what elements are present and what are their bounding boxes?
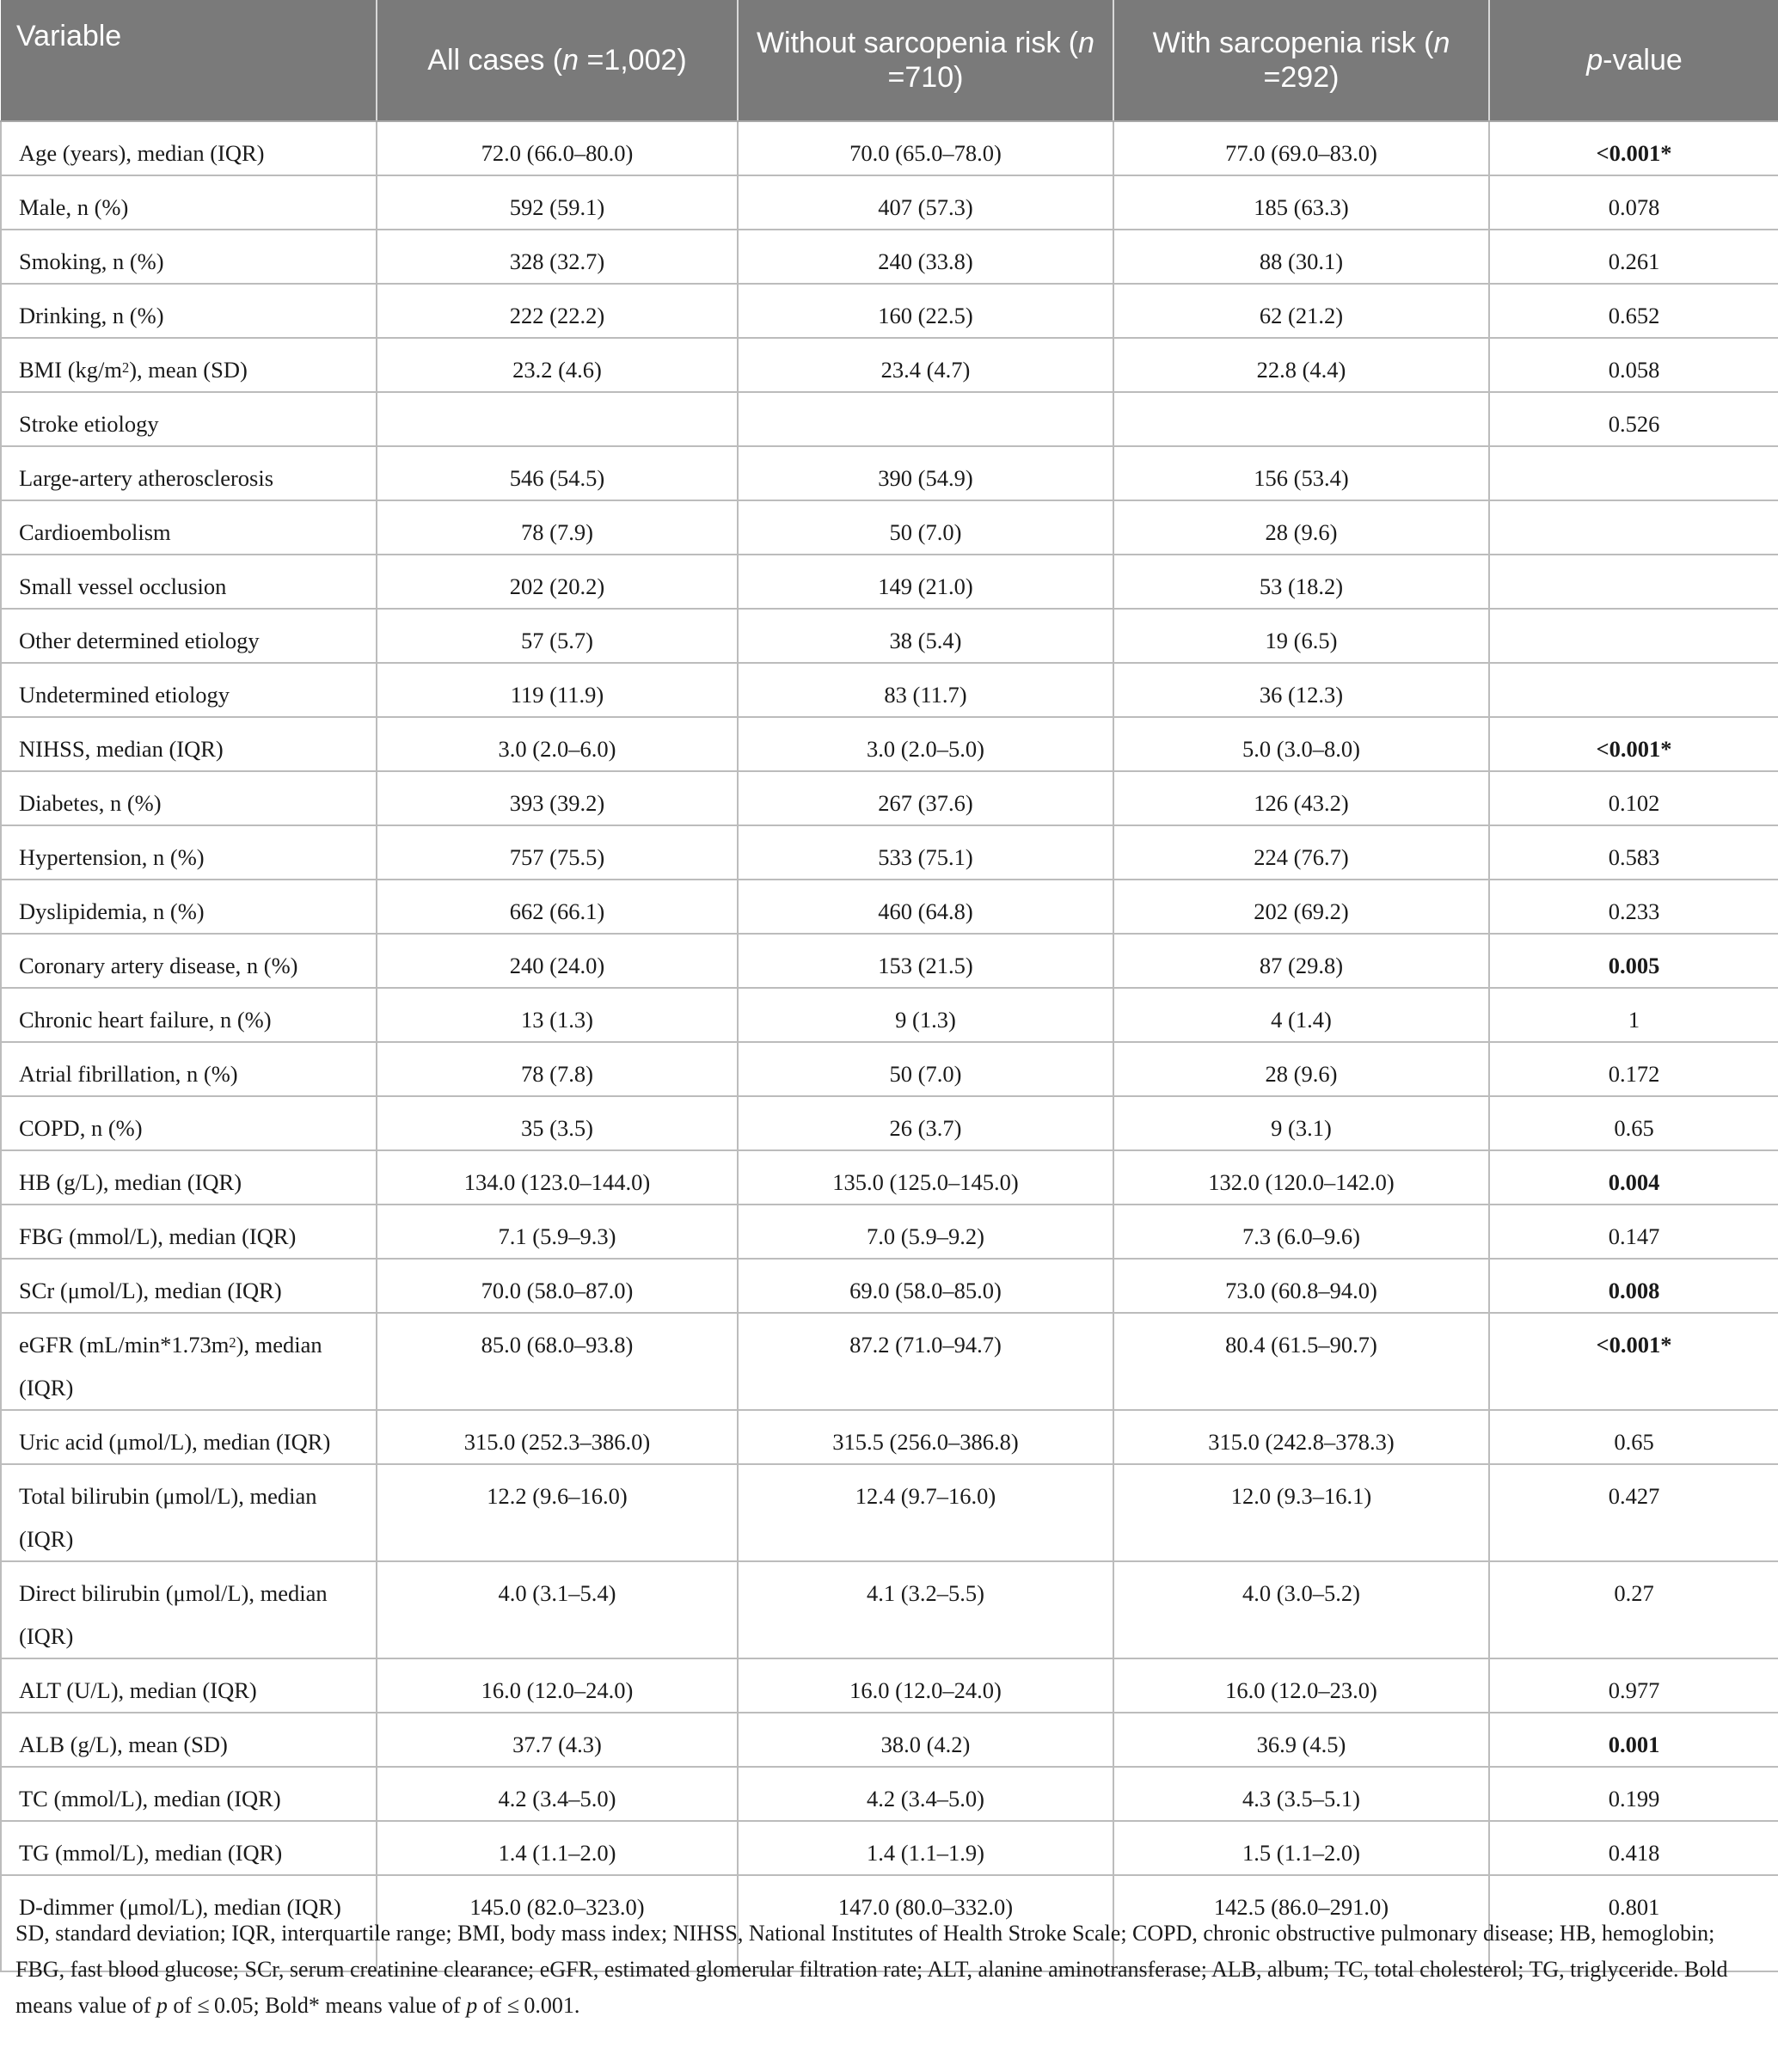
cell-p-value [1489, 555, 1778, 609]
cell-p-value: 0.65 [1489, 1096, 1778, 1150]
table-body [1, 121, 1778, 1971]
cell-all-cases: 662 (66.1) [377, 880, 738, 934]
cell-with-risk: 142.5 (86.0–291.0) [1113, 1875, 1489, 1971]
cell-all-cases: 35 (3.5) [377, 1096, 738, 1150]
cell-without-risk: 50 (7.0) [738, 1042, 1113, 1096]
cell-without-risk: 390 (54.9) [738, 446, 1113, 500]
cell-variable: Hypertension, n (%) [1, 825, 377, 880]
cell-all-cases: 393 (39.2) [377, 771, 738, 825]
cell-without-risk: 160 (22.5) [738, 284, 1113, 338]
cell-variable: Diabetes, n (%) [1, 771, 377, 825]
cell-without-risk: 38 (5.4) [738, 609, 1113, 663]
cell-all-cases: 134.0 (123.0–144.0) [377, 1150, 738, 1205]
cell-variable: Other determined etiology [1, 609, 377, 663]
cell-variable: COPD, n (%) [1, 1096, 377, 1150]
cell-p-value: <0.001* [1489, 121, 1778, 175]
cell-without-risk: 4.2 (3.4–5.0) [738, 1767, 1113, 1821]
table-row [1, 1096, 1778, 1150]
cell-variable: FBG (mmol/L), median (IQR) [1, 1205, 377, 1259]
cell-all-cases: 592 (59.1) [377, 175, 738, 230]
table-row [1, 121, 1778, 175]
cell-all-cases: 85.0 (68.0–93.8) [377, 1313, 738, 1410]
cell-p-value [1489, 609, 1778, 663]
table-row [1, 1713, 1778, 1767]
cell-with-risk: 28 (9.6) [1113, 500, 1489, 555]
cell-variable: Smoking, n (%) [1, 230, 377, 284]
cell-p-value: <0.001* [1489, 717, 1778, 771]
cell-without-risk: 16.0 (12.0–24.0) [738, 1658, 1113, 1713]
cell-all-cases: 13 (1.3) [377, 988, 738, 1042]
table-row [1, 663, 1778, 717]
cell-all-cases: 37.7 (4.3) [377, 1713, 738, 1767]
cell-without-risk: 1.4 (1.1–1.9) [738, 1821, 1113, 1875]
cell-with-risk: 12.0 (9.3–16.1) [1113, 1464, 1489, 1561]
cell-all-cases: 145.0 (82.0–323.0) [377, 1875, 738, 1971]
cell-with-risk: 7.3 (6.0–9.6) [1113, 1205, 1489, 1259]
cell-variable: D-dimmer (μmol/L), median (IQR) [1, 1875, 377, 1971]
cell-with-risk: 36.9 (4.5) [1113, 1713, 1489, 1767]
cell-without-risk: 149 (21.0) [738, 555, 1113, 609]
cell-variable: Small vessel occlusion [1, 555, 377, 609]
table-row [1, 771, 1778, 825]
cell-all-cases: 16.0 (12.0–24.0) [377, 1658, 738, 1713]
cell-p-value: 0.199 [1489, 1767, 1778, 1821]
cell-with-risk: 53 (18.2) [1113, 555, 1489, 609]
cell-without-risk: 460 (64.8) [738, 880, 1113, 934]
table-row [1, 175, 1778, 230]
cell-variable: Stroke etiology [1, 392, 377, 446]
cell-all-cases: 4.2 (3.4–5.0) [377, 1767, 738, 1821]
cell-all-cases: 23.2 (4.6) [377, 338, 738, 392]
cell-variable: Undetermined etiology [1, 663, 377, 717]
cell-p-value: 0.102 [1489, 771, 1778, 825]
cell-with-risk: 4 (1.4) [1113, 988, 1489, 1042]
cell-without-risk: 12.4 (9.7–16.0) [738, 1464, 1113, 1561]
cell-variable: Drinking, n (%) [1, 284, 377, 338]
cell-variable: HB (g/L), median (IQR) [1, 1150, 377, 1205]
cell-p-value: 0.004 [1489, 1150, 1778, 1205]
cell-with-risk: 87 (29.8) [1113, 934, 1489, 988]
cell-with-risk: 126 (43.2) [1113, 771, 1489, 825]
cell-all-cases: 119 (11.9) [377, 663, 738, 717]
table-row [1, 1150, 1778, 1205]
cell-variable: Atrial fibrillation, n (%) [1, 1042, 377, 1096]
cell-variable: Direct bilirubin (μmol/L), median (IQR) [1, 1561, 377, 1658]
cell-all-cases: 3.0 (2.0–6.0) [377, 717, 738, 771]
cell-with-risk: 4.3 (3.5–5.1) [1113, 1767, 1489, 1821]
cell-with-risk: 224 (76.7) [1113, 825, 1489, 880]
cell-with-risk: 88 (30.1) [1113, 230, 1489, 284]
cell-with-risk: 16.0 (12.0–23.0) [1113, 1658, 1489, 1713]
cell-all-cases: 202 (20.2) [377, 555, 738, 609]
table-row [1, 1767, 1778, 1821]
cell-all-cases: 72.0 (66.0–80.0) [377, 121, 738, 175]
table-row [1, 880, 1778, 934]
cell-without-risk: 69.0 (58.0–85.0) [738, 1259, 1113, 1313]
cell-without-risk: 70.0 (65.0–78.0) [738, 121, 1113, 175]
table-row [1, 1561, 1778, 1658]
cell-p-value: 0.583 [1489, 825, 1778, 880]
cell-with-risk: 62 (21.2) [1113, 284, 1489, 338]
cell-variable: Male, n (%) [1, 175, 377, 230]
cell-without-risk [738, 392, 1113, 446]
cell-p-value: 0.977 [1489, 1658, 1778, 1713]
cell-p-value: 1 [1489, 988, 1778, 1042]
table-row [1, 988, 1778, 1042]
table-row [1, 1259, 1778, 1313]
table-footnote: SD, standard deviation; IQR, interquartile range; BMI, body mass index; NIHSS, National Institutes of Health Stroke Scale; COPD, chronic obstructive pulmonary disease; HB, hemoglobin; FBG, fast blood glucose; SCr, serum creatinine clearance; eGFR, estimated glomerular filtration rate; ALT, alanine aminotransferase; ALB, album; TC, total cholesterol; TG, triglyceride. Bold means value of p of ≤ 0.05; Bold* means value of p of ≤ 0.001. [15, 1921, 1728, 2018]
cell-variable: TG (mmol/L), median (IQR) [1, 1821, 377, 1875]
cell-without-risk: 7.0 (5.9–9.2) [738, 1205, 1113, 1259]
cell-p-value [1489, 446, 1778, 500]
table-row [1, 1313, 1778, 1410]
cell-all-cases: 57 (5.7) [377, 609, 738, 663]
cell-without-risk: 3.0 (2.0–5.0) [738, 717, 1113, 771]
cell-all-cases: 4.0 (3.1–5.4) [377, 1561, 738, 1658]
cell-variable: Uric acid (μmol/L), median (IQR) [1, 1410, 377, 1464]
cell-p-value: 0.526 [1489, 392, 1778, 446]
cell-without-risk: 147.0 (80.0–332.0) [738, 1875, 1113, 1971]
table-header-row [1, 0, 1778, 121]
cell-with-risk: 22.8 (4.4) [1113, 338, 1489, 392]
cell-all-cases: 757 (75.5) [377, 825, 738, 880]
cell-all-cases: 328 (32.7) [377, 230, 738, 284]
cell-p-value: <0.001* [1489, 1313, 1778, 1410]
cell-all-cases: 1.4 (1.1–2.0) [377, 1821, 738, 1875]
cell-with-risk [1113, 392, 1489, 446]
cell-p-value: 0.418 [1489, 1821, 1778, 1875]
cell-variable: ALB (g/L), mean (SD) [1, 1713, 377, 1767]
table-row [1, 338, 1778, 392]
cell-all-cases: 78 (7.8) [377, 1042, 738, 1096]
cell-without-risk: 240 (33.8) [738, 230, 1113, 284]
cell-with-risk: 73.0 (60.8–94.0) [1113, 1259, 1489, 1313]
cell-without-risk: 407 (57.3) [738, 175, 1113, 230]
cell-variable: TC (mmol/L), median (IQR) [1, 1767, 377, 1821]
cell-p-value: 0.008 [1489, 1259, 1778, 1313]
cell-variable: Total bilirubin (μmol/L), median (IQR) [1, 1464, 377, 1561]
cell-without-risk: 267 (37.6) [738, 771, 1113, 825]
cell-variable: Coronary artery disease, n (%) [1, 934, 377, 988]
cell-with-risk: 156 (53.4) [1113, 446, 1489, 500]
cell-all-cases: 315.0 (252.3–386.0) [377, 1410, 738, 1464]
table-row [1, 1821, 1778, 1875]
cell-p-value: 0.65 [1489, 1410, 1778, 1464]
cell-p-value: 0.801 [1489, 1875, 1778, 1971]
cell-p-value: 0.058 [1489, 338, 1778, 392]
table-row [1, 1205, 1778, 1259]
cell-all-cases: 240 (24.0) [377, 934, 738, 988]
cell-with-risk: 19 (6.5) [1113, 609, 1489, 663]
header-p-value: p-value [1489, 0, 1778, 121]
table-row [1, 1410, 1778, 1464]
header-all-cases: All cases (n =1,002) [377, 0, 738, 121]
cell-p-value: 0.078 [1489, 175, 1778, 230]
cell-without-risk: 4.1 (3.2–5.5) [738, 1561, 1113, 1658]
cell-with-risk: 4.0 (3.0–5.2) [1113, 1561, 1489, 1658]
cell-with-risk: 9 (3.1) [1113, 1096, 1489, 1150]
cell-without-risk: 9 (1.3) [738, 988, 1113, 1042]
cell-with-risk: 202 (69.2) [1113, 880, 1489, 934]
cell-with-risk: 36 (12.3) [1113, 663, 1489, 717]
cell-with-risk: 80.4 (61.5–90.7) [1113, 1313, 1489, 1410]
table-row [1, 1658, 1778, 1713]
cell-variable: eGFR $(mL/\min*1.73m^2)$, median (IQR) [1, 1313, 377, 1410]
table-row [1, 230, 1778, 284]
cell-variable: Cardioembolism [1, 500, 377, 555]
cell-variable: NIHSS, median (IQR) [1, 717, 377, 771]
table-row [1, 500, 1778, 555]
cell-all-cases: 546 (54.5) [377, 446, 738, 500]
cell-with-risk: 5.0 (3.0–8.0) [1113, 717, 1489, 771]
cell-without-risk: 533 (75.1) [738, 825, 1113, 880]
cell-p-value: 0.27 [1489, 1561, 1778, 1658]
cell-p-value: 0.233 [1489, 880, 1778, 934]
table-row [1, 1042, 1778, 1096]
cell-without-risk: 23.4 (4.7) [738, 338, 1113, 392]
cell-all-cases: 222 (22.2) [377, 284, 738, 338]
cell-all-cases: 78 (7.9) [377, 500, 738, 555]
cell-without-risk: 83 (11.7) [738, 663, 1113, 717]
cell-p-value [1489, 663, 1778, 717]
cell-variable: BMI $(kg/m^2)$, mean (SD) [1, 338, 377, 392]
header-variable: Variable [1, 0, 377, 121]
table-row [1, 555, 1778, 609]
cell-all-cases: 12.2 (9.6–16.0) [377, 1464, 738, 1561]
cell-variable: ALT (U/L), median (IQR) [1, 1658, 377, 1713]
cell-all-cases [377, 392, 738, 446]
cell-all-cases: 70.0 (58.0–87.0) [377, 1259, 738, 1313]
cell-without-risk: 153 (21.5) [738, 934, 1113, 988]
cell-p-value: 0.427 [1489, 1464, 1778, 1561]
cell-without-risk: 50 (7.0) [738, 500, 1113, 555]
cell-with-risk: 28 (9.6) [1113, 1042, 1489, 1096]
cell-without-risk: 315.5 (256.0–386.8) [738, 1410, 1113, 1464]
cell-without-risk: 38.0 (4.2) [738, 1713, 1113, 1767]
cell-p-value: 0.005 [1489, 934, 1778, 988]
table-row [1, 717, 1778, 771]
table-row [1, 934, 1778, 988]
cell-all-cases: 7.1 (5.9–9.3) [377, 1205, 738, 1259]
cell-variable: Dyslipidemia, n (%) [1, 880, 377, 934]
cell-p-value: 0.652 [1489, 284, 1778, 338]
header-without-risk: Without sarcopenia risk (n =710) [738, 0, 1113, 121]
table-row [1, 446, 1778, 500]
header-with-risk: With sarcopenia risk (n =292) [1113, 0, 1489, 121]
cell-with-risk: 1.5 (1.1–2.0) [1113, 1821, 1489, 1875]
cell-without-risk: 26 (3.7) [738, 1096, 1113, 1150]
cell-variable: SCr (μmol/L), median (IQR) [1, 1259, 377, 1313]
cell-p-value: 0.001 [1489, 1713, 1778, 1767]
cell-p-value: 0.172 [1489, 1042, 1778, 1096]
table-row [1, 825, 1778, 880]
table-row [1, 609, 1778, 663]
cell-variable: Age (years), median (IQR) [1, 121, 377, 175]
cell-with-risk: 77.0 (69.0–83.0) [1113, 121, 1489, 175]
cell-variable: Large-artery atherosclerosis [1, 446, 377, 500]
cell-variable: Chronic heart failure, n (%) [1, 988, 377, 1042]
table-row [1, 284, 1778, 338]
cell-with-risk: 132.0 (120.0–142.0) [1113, 1150, 1489, 1205]
cell-without-risk: 135.0 (125.0–145.0) [738, 1150, 1113, 1205]
cell-p-value: 0.147 [1489, 1205, 1778, 1259]
cell-with-risk: 315.0 (242.8–378.3) [1113, 1410, 1489, 1464]
cell-p-value [1489, 500, 1778, 555]
cell-p-value: 0.261 [1489, 230, 1778, 284]
cell-with-risk: 185 (63.3) [1113, 175, 1489, 230]
table-row [1, 1464, 1778, 1561]
cell-without-risk: 87.2 (71.0–94.7) [738, 1313, 1113, 1410]
table-row [1, 392, 1778, 446]
